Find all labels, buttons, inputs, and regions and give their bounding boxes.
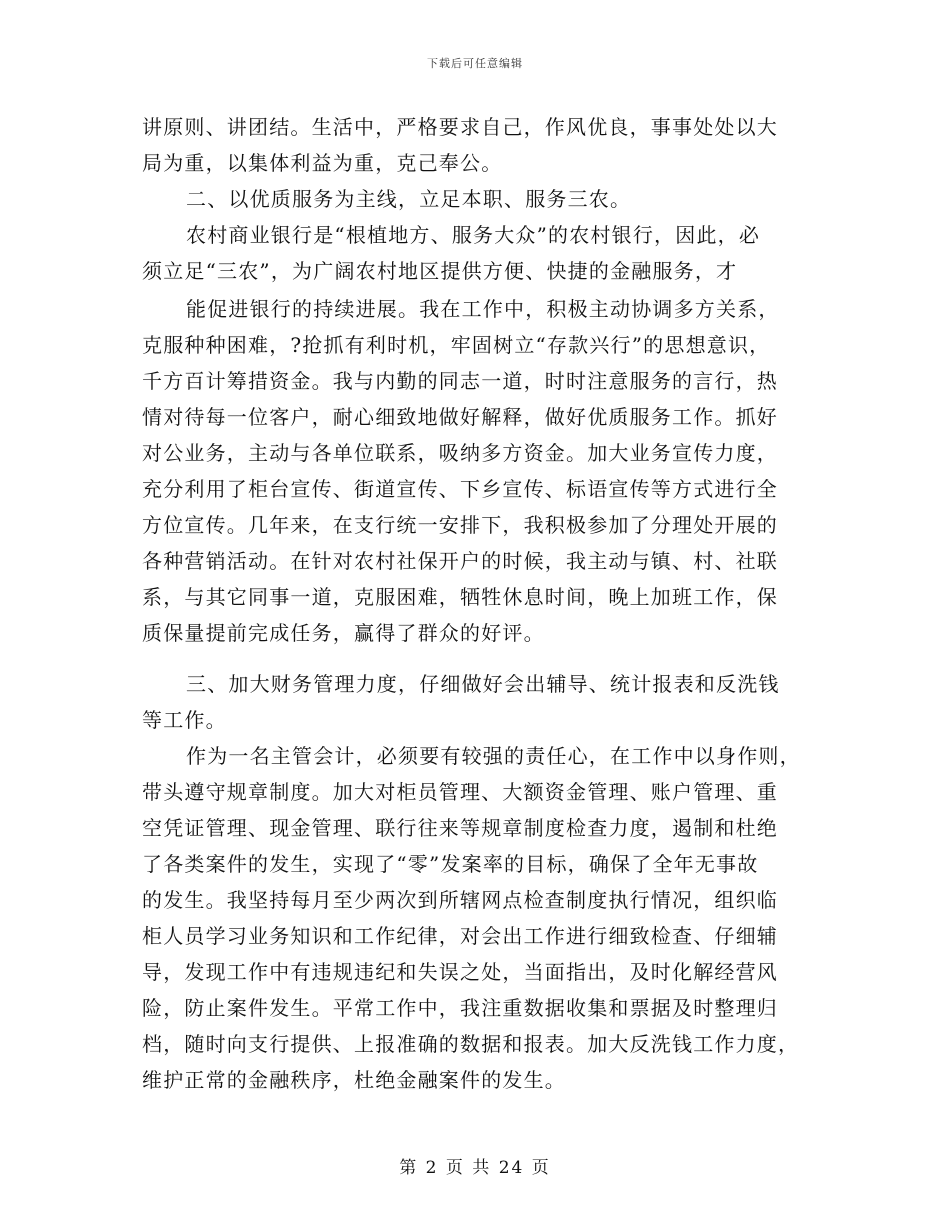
text-line-27: 维护正常的金融秩序，杜绝金融案件的发生。: [142, 1068, 566, 1092]
text-line-12: 方位宣传。几年来，在支行统一安排下，我积极参加了分理处开展的: [142, 513, 778, 537]
text-line-7: 克服种种困难，?抢抓有利时机，牢固树立“存款兴行”的思想意识，: [142, 333, 771, 357]
text-line-5: 须立足“三农”，为广阔农村地区提供方便、快捷的金融服务，才: [142, 259, 738, 283]
text-line-22: 的发生。我坚持每月至少两次到所辖网点检查制度执行情况，组织临: [142, 888, 778, 912]
text-line-25: 险，防止案件发生。平常工作中，我注重数据收集和票据及时整理归: [142, 996, 778, 1020]
page-number: 第 2 页 共 24 页: [399, 1158, 551, 1178]
page-header: 下载后可任意编辑: [427, 57, 523, 70]
text-line-4: 农村商业银行是“根植地方、服务大众”的农村银行，因此，必: [186, 223, 761, 247]
text-line-21: 了各类案件的发生，实现了“零”发案率的目标，确保了全年无事故: [142, 852, 759, 876]
section-heading-2: 二、以优质服务为主线，立足本职、服务三农。: [186, 187, 632, 211]
text-line-13: 各种营销活动。在针对农村社保开户的时候，我主动与镇、村、社联: [142, 549, 778, 573]
text-line-9: 情对待每一位客户，耐心细致地做好解释，做好优质服务工作。抓好: [142, 405, 778, 429]
text-line-15: 质保量提前完成任务，赢得了群众的好评。: [142, 621, 545, 645]
text-line-10: 对公业务，主动与各单位联系，吸纳多方资金。加大业务宣传力度，: [142, 441, 778, 465]
text-line-2: 局为重，以集体利益为重，克己奉公。: [142, 151, 503, 175]
text-line-24: 导，发现工作中有违规违纪和失误之处，当面指出，及时化解经营风: [142, 960, 778, 984]
text-line-19: 带头遵守规章制度。加大对柜员管理、大额资金管理、账户管理、重: [142, 780, 778, 804]
text-line-1: 讲原则、讲团结。生活中，严格要求自己，作风优良，事事处处以大: [142, 115, 778, 139]
text-line-11: 充分利用了柜台宣传、街道宣传、下乡宣传、标语宣传等方式进行全: [142, 477, 778, 501]
text-line-14: 系，与其它同事一道，克服困难，牺牲休息时间，晚上加班工作，保: [142, 585, 778, 609]
text-line-8: 千方百计筹措资金。我与内勤的同志一道，时时注意服务的言行，热: [142, 369, 778, 393]
text-line-26: 档，随时向支行提供、上报准确的数据和报表。加大反洗钱工作力度，: [142, 1032, 800, 1056]
section-heading-3: 三、加大财务管理力度，仔细做好会出辅导、统计报表和反洗钱: [186, 672, 780, 696]
text-line-6: 能促进银行的持续进展。我在工作中，积极主动协调多方关系，: [186, 297, 780, 321]
text-line-23: 柜人员学习业务知识和工作纪律，对会出工作进行细致检查、仔细辅: [142, 924, 778, 948]
text-line-20: 空凭证管理、现金管理、联行往来等规章制度检查力度，遏制和杜绝: [142, 816, 778, 840]
text-line-17: 等工作。: [142, 708, 227, 732]
text-line-18: 作为一名主管会计，必须要有较强的责任心，在工作中以身作则，: [186, 744, 801, 768]
